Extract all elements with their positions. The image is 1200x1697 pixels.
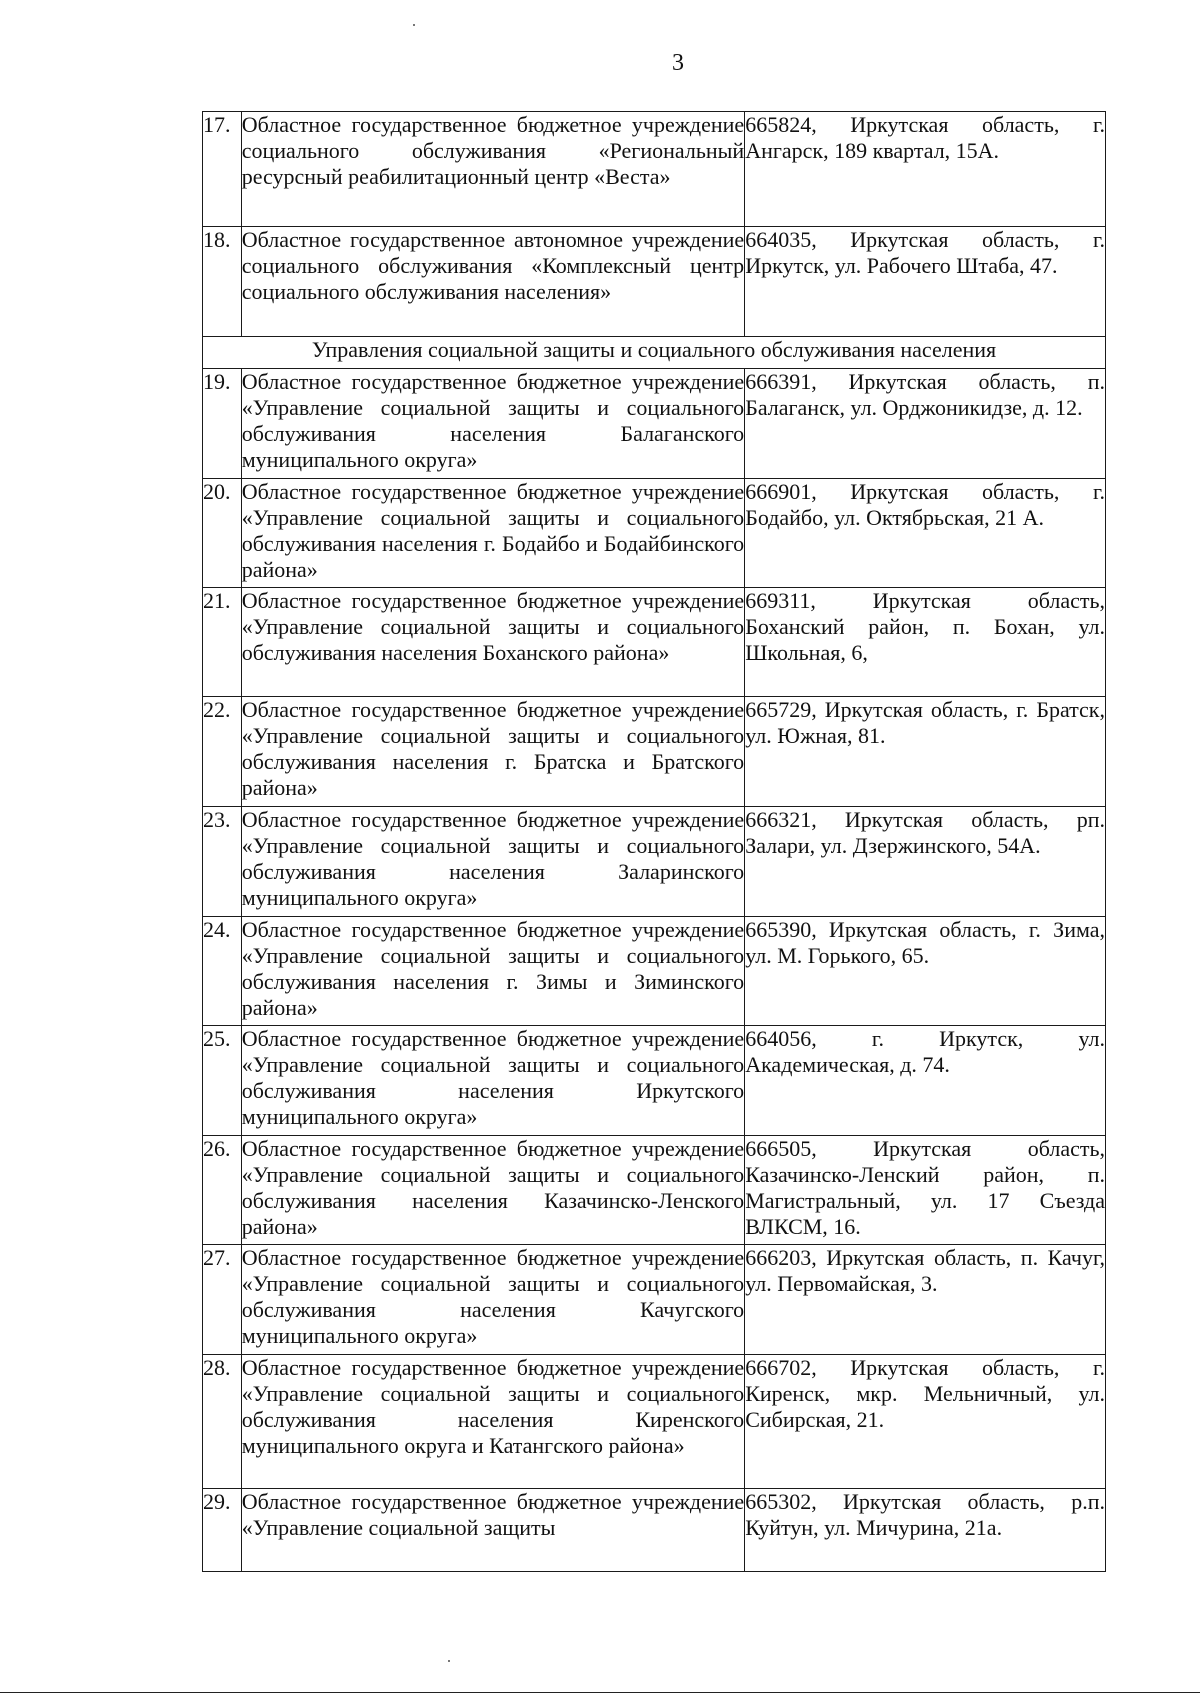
table-row [203,807,1106,917]
institution-address: 669311, Иркутская область, Боханский район, п. Бохан, ул. Школьная, 6, [745,588,1106,697]
row-number: 27. [203,1245,242,1355]
institution-name: Областное государственное бюджетное учреждение «Управление социальной защиты и социального обслуживания населения Качугского муниципального округа» [241,1245,744,1355]
table-row [203,227,1106,337]
section-heading: Управления социальной защиты и социального обслуживания населения [203,337,1106,369]
row-number: 28. [203,1355,242,1489]
table-row [203,369,1106,479]
institution-name: Областное государственное бюджетное учреждение «Управление социальной защиты и социального обслуживания населения г. Братска и Братского района» [241,697,744,807]
institution-name: Областное государственное бюджетное учреждение «Управление социальной защиты и социального обслуживания населения Заларинского муниципального округа» [241,807,744,917]
institution-name: Областное государственное бюджетное учреждение «Управление социальной защиты и социального обслуживания населения Иркутского муниципального округа» [241,1026,744,1136]
institution-address: 666203, Иркутская область, п. Качуг, ул. Первомайская, 3. [745,1245,1106,1355]
row-number: 23. [203,807,242,917]
row-number: 21. [203,588,242,697]
table-row [203,917,1106,1026]
institution-name: Областное государственное бюджетное учреждение «Управление социальной защиты и социального обслуживания населения Казачинско-Ленского района» [241,1136,744,1245]
institution-address: 664035, Иркутская область, г. Иркутск, ул. Рабочего Штаба, 47. [745,227,1106,337]
institution-name: Областное государственное бюджетное учреждение «Управление социальной защиты [241,1489,744,1572]
page-number: 3 [672,50,684,76]
institution-address: 666321, Иркутская область, рп. Залари, ул. Дзержинского, 54А. [745,807,1106,917]
institution-name: Областное государственное бюджетное учреждение «Управление социальной защиты и социального обслуживания населения Боханского района» [241,588,744,697]
table-row [203,1136,1106,1245]
table-row [203,1355,1106,1489]
institution-address: 666901, Иркутская область, г. Бодайбо, ул. Октябрьская, 21 А. [745,479,1106,588]
institution-address: 666702, Иркутская область, г. Киренск, мкр. Мельничный, ул. Сибирская, 21. [745,1355,1106,1489]
row-number: 22. [203,697,242,807]
institution-name: Областное государственное автономное учреждение социального обслуживания «Комплексный центр социального обслуживания населения» [241,227,744,337]
institution-address: 665390, Иркутская область, г. Зима, ул. М. Горького, 65. [745,917,1106,1026]
institution-name: Областное государственное бюджетное учреждение «Управление социальной защиты и социального обслуживания населения Балаганского муниципального округа» [241,369,744,479]
institution-name: Областное государственное бюджетное учреждение «Управление социальной защиты и социального обслуживания населения г. Зимы и Зиминского района» [241,917,744,1026]
institution-name: Областное государственное бюджетное учреждение социального обслуживания «Региональный ресурсный реабилитационный центр «Веста» [241,112,744,227]
table-row [203,588,1106,697]
institution-address: 665729, Иркутская область, г. Братск, ул. Южная, 81. [745,697,1106,807]
row-number: 26. [203,1136,242,1245]
table-row [203,479,1106,588]
institution-address: 666505, Иркутская область, Казачинско-Ленский район, п. Магистральный, ул. 17 Съезда ВЛКСМ, 16. [745,1136,1106,1245]
institution-address: 665824, Иркутская область, г. Ангарск, 189 квартал, 15А. [745,112,1106,227]
institution-address: 665302, Иркутская область, р.п. Куйтун, ул. Мичурина, 21а. [745,1489,1106,1572]
institution-name: Областное государственное бюджетное учреждение «Управление социальной защиты и социального обслуживания населения Киренского муниципального округа и Катангского района» [241,1355,744,1489]
table-row [203,697,1106,807]
row-number: 19. [203,369,242,479]
scan-speck [413,24,415,26]
table-row [203,1489,1106,1572]
institution-name: Областное государственное бюджетное учреждение «Управление социальной защиты и социального обслуживания населения г. Бодайбо и Бодайбинского района» [241,479,744,588]
row-number: 18. [203,227,242,337]
row-number: 25. [203,1026,242,1136]
row-number: 24. [203,917,242,1026]
scan-edge-line [0,1692,1200,1693]
scan-speck [448,1660,450,1662]
row-number: 20. [203,479,242,588]
row-number: 17. [203,112,242,227]
section-heading-row [203,337,1106,369]
table-row [203,1026,1106,1136]
table-row [203,1245,1106,1355]
institutions-table [202,111,1106,1572]
row-number: 29. [203,1489,242,1572]
table-row [203,112,1106,227]
institution-address: 666391, Иркутская область, п. Балаганск, ул. Орджоникидзе, д. 12. [745,369,1106,479]
institution-address: 664056, г. Иркутск, ул. Академическая, д. 74. [745,1026,1106,1136]
